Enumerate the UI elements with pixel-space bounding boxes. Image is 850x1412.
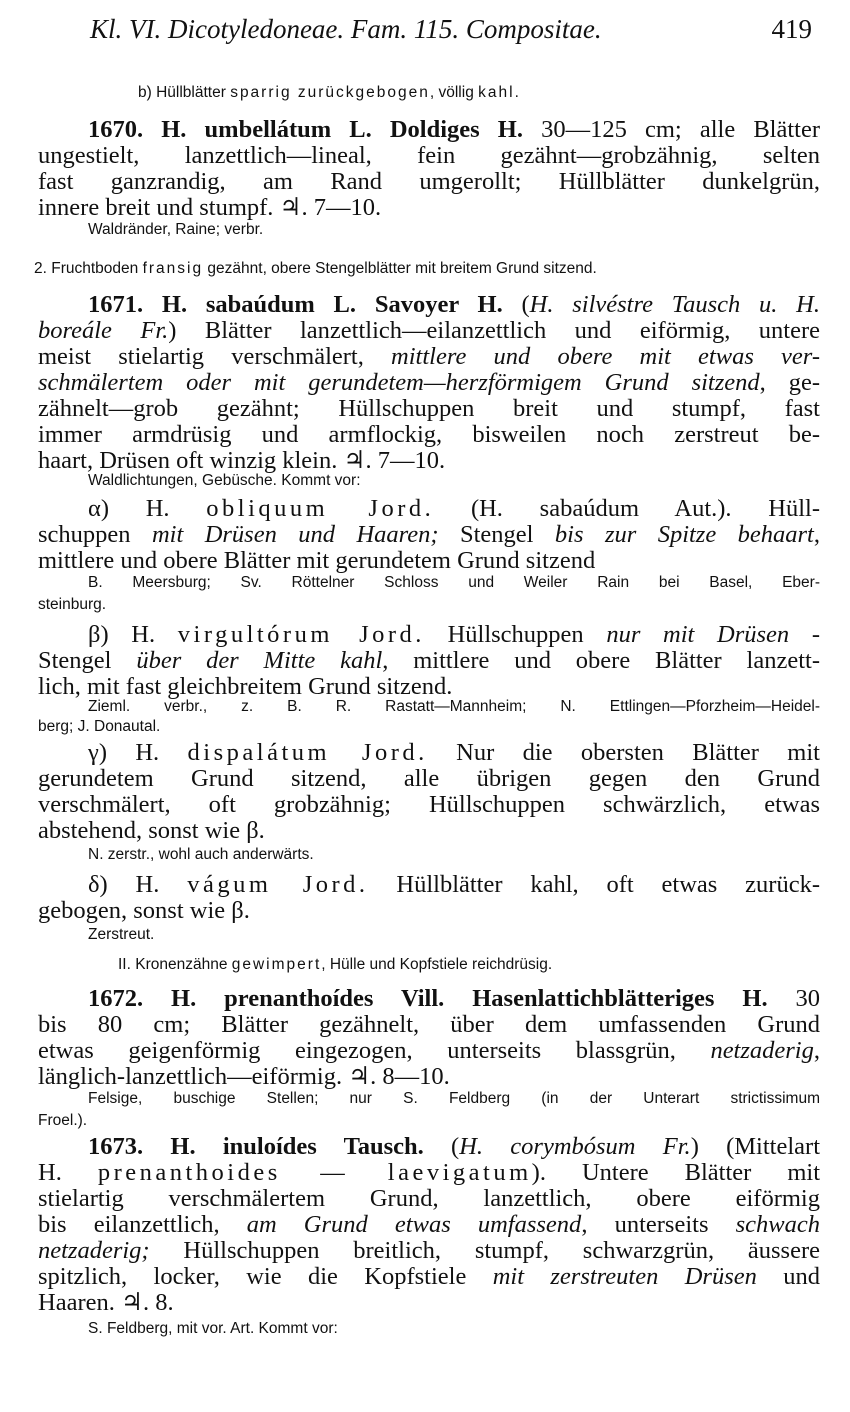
text-run: (H. sabaúdum Aut.). Hüll- (434, 495, 820, 522)
text-run: netzaderig; (38, 1237, 150, 1264)
text-run: bis 80 cm; Blätter gezähnelt, über dem umfassenden Grund (38, 1011, 820, 1038)
text-run: gerundetem Grund sitzend, alle übrigen gegen den Grund (38, 765, 820, 792)
running-header (90, 14, 812, 50)
text-run: mittlere und obere mit etwas ver- (391, 343, 821, 370)
text-line (38, 648, 820, 674)
text-run: α) H. (88, 495, 207, 522)
text-run: B. Meersburg; Sv. Röttelner Schloss und Weiler Rain bei Basel, Eber- (88, 574, 820, 591)
text-run: nur mit Drüsen (606, 621, 790, 648)
text-run: haart, Drüsen oft winzig klein. ♃. 7—10. (38, 447, 446, 474)
text-run: ). Untere Blätter mit (531, 1159, 821, 1186)
text-run: Froel.). (38, 1112, 88, 1129)
text-line (88, 496, 820, 522)
text-line (38, 1290, 820, 1316)
text-run: Hüllblätter kahl, oft etwas zurück- (368, 871, 820, 898)
text-line (38, 1012, 820, 1038)
text-line (38, 1112, 820, 1130)
text-run: fast ganzrandig, am Rand umgerollt; Hüllblätter dunkelgrün, (38, 168, 820, 195)
text-run: verschmälert, oft grobzähnig; Hüllschuppen schwärzlich, etwas (38, 791, 820, 818)
text-line (38, 448, 820, 474)
text-line (38, 1264, 820, 1290)
text-run: ) Blätter lanzettlich—eilanzettlich und eiförmig, untere (168, 317, 820, 344)
text-run: ) (Mittelart (690, 1133, 821, 1160)
text-line (38, 195, 820, 221)
text-run (444, 985, 472, 1012)
text-line (88, 221, 850, 239)
text-run: dispalátum Jord. (187, 739, 428, 766)
text-run: sparrig zurückgebogen (230, 84, 430, 101)
text-run: 1671. H. sabaúdum L. (88, 291, 357, 318)
text-run: , (813, 521, 820, 548)
text-line (88, 622, 820, 648)
text-line (38, 169, 820, 195)
text-run: Stengel (438, 521, 555, 548)
text-run: gezähnt, obere Stengelblätter mit breitem Grund sitzend. (203, 260, 597, 277)
text-line (38, 1212, 820, 1238)
text-line (88, 1134, 820, 1160)
text-run: Waldlichtungen, Gebüsche. Kommt vor: (88, 472, 361, 489)
text-line (88, 926, 850, 944)
text-run: Zerstreut. (88, 926, 155, 943)
text-run: Felsige, buschige Stellen; nur S. Feldberg (in der Unterart strictissimum (88, 1090, 820, 1107)
text-run: abstehend, sonst wie β. (38, 817, 265, 844)
text-run: II. Kronenzähne (118, 956, 232, 973)
text-run: über der Mitte kahl (136, 647, 383, 674)
text-run: boreále Fr. (38, 317, 169, 344)
text-run: H. silvéstre Tausch u. H. (529, 291, 820, 318)
page-number: 419 (771, 14, 812, 44)
text-run: 1672. H. prenanthoídes Vill. (88, 985, 445, 1012)
text-run: ( (502, 291, 530, 318)
text-run (356, 291, 375, 318)
text-run (372, 116, 390, 143)
text-run: Hüllschuppen (424, 621, 607, 648)
text-run: , Hülle und Kopfstiele reichdrüsig. (321, 956, 553, 973)
text-run: δ) H. (88, 871, 188, 898)
text-line (38, 143, 820, 169)
text-run: H. corymbósum Fr. (459, 1133, 691, 1160)
text-run: immer armdrüsig und armflockig, bisweilen noch zerstreut be- (38, 421, 820, 448)
text-run: , mittlere und obere Blätter lanzett- (382, 647, 820, 674)
text-run: länglich-lanzettlich—eiförmig. ♃. 8—10. (38, 1063, 450, 1090)
text-run: 30 (767, 985, 821, 1012)
text-run: virgultórum Jord. (177, 621, 425, 648)
text-line (88, 846, 850, 864)
text-run: schuppen (38, 521, 152, 548)
text-line (38, 1186, 820, 1212)
text-run: b) Hüllblätter (138, 84, 231, 101)
text-run: β) H. (88, 621, 178, 648)
text-run: . (514, 84, 519, 101)
text-run: prenanthoides — laevigatum (97, 1159, 532, 1186)
text-run: mit zerstreuten Drüsen (492, 1263, 757, 1290)
text-line (38, 522, 820, 548)
text-run: stielartig verschmälertem Grund, lanzettlich, obere eiförmig (38, 1185, 820, 1212)
text-line (138, 84, 850, 102)
text-line (38, 548, 820, 574)
text-line (38, 344, 820, 370)
text-line (38, 1064, 820, 1090)
text-run: 1673. H. inuloídes Tausch. (88, 1133, 424, 1160)
text-line (118, 956, 850, 974)
text-line (38, 818, 820, 844)
text-run: obliquum Jord. (206, 495, 435, 522)
text-run: Doldiges H. (389, 116, 523, 143)
text-run: berg; J. Donautal. (38, 718, 161, 735)
text-line (34, 260, 816, 278)
text-run: steinburg. (38, 596, 107, 613)
text-run: H. (38, 1159, 98, 1186)
text-line (88, 472, 850, 490)
text-run: fransig (142, 260, 204, 277)
text-run: spitzlich, locker, wie die Kopfstiele (38, 1263, 493, 1290)
text-line (88, 986, 820, 1012)
text-run: kahl (478, 84, 515, 101)
text-run: gewimpert (231, 956, 322, 973)
text-line (38, 1160, 820, 1186)
text-run: Haaren. ♃. 8. (38, 1289, 174, 1316)
text-run: , (813, 1037, 820, 1064)
text-line (38, 396, 820, 422)
text-run: Nur die obersten Blätter mit (427, 739, 820, 766)
text-run: zähnelt—grob gezähnt; Hüllschuppen breit und stumpf, fast (38, 395, 820, 422)
text-line (38, 718, 820, 736)
text-line (38, 766, 820, 792)
text-line (38, 792, 820, 818)
text-run: Savoyer H. (374, 291, 503, 318)
text-line (38, 422, 820, 448)
text-line (88, 872, 820, 898)
text-run: mittlere und obere Blätter mit gerundetem Grund sitzend (38, 547, 596, 574)
text-line (38, 318, 820, 344)
text-run: mit Drüsen und Haaren; (151, 521, 439, 548)
text-run: Zieml. verbr., z. B. R. Rastatt—Mannheim; N. Ettlingen—Pforzheim—Heidel- (88, 698, 820, 715)
text-line (88, 292, 820, 318)
text-line (38, 370, 820, 396)
text-run: bis eilanzettlich, (38, 1211, 247, 1238)
text-line (88, 1090, 820, 1108)
text-line (38, 1038, 820, 1064)
text-run: Hüllschuppen breitlich, stumpf, schwarzgrün, äussere (149, 1237, 820, 1264)
text-run: Waldränder, Raine; verbr. (88, 221, 264, 238)
text-run: γ) H. (88, 739, 188, 766)
text-run: vágum Jord. (187, 871, 369, 898)
text-line (88, 698, 820, 716)
text-run: Stengel (38, 647, 137, 674)
text-line (88, 574, 820, 592)
text-line (88, 740, 820, 766)
text-run: und (756, 1263, 820, 1290)
text-run: meist stielartig verschmälert, (38, 343, 392, 370)
text-run: innere breit und stumpf. ♃. 7—10. (38, 194, 382, 221)
text-run: N. zerstr., wohl auch anderwärts. (88, 846, 314, 863)
text-run: schmälertem oder mit gerundetem—herzförmigem Grund sitzend (38, 369, 760, 396)
text-line (88, 1320, 850, 1338)
text-run: am Grund etwas umfassend (246, 1211, 582, 1238)
text-run: lich, mit fast gleichbreitem Grund sitzend. (38, 673, 453, 700)
text-run: gebogen, sonst wie β. (38, 897, 250, 924)
text-line (38, 596, 820, 614)
text-line (38, 674, 820, 700)
text-run: 30—125 cm; alle Blätter (523, 116, 820, 143)
text-run: bis zur Spitze behaart (554, 521, 814, 548)
text-line (38, 898, 820, 924)
text-run: S. Feldberg, mit vor. Art. Kommt vor: (88, 1320, 338, 1337)
text-run: , völlig (429, 84, 479, 101)
text-run: etwas geigenförmig eingezogen, unterseits blassgrün, (38, 1037, 711, 1064)
text-run: - (789, 621, 820, 648)
text-run: 1670. H. umbellátum L. (88, 116, 372, 143)
text-run: , ge- (759, 369, 820, 396)
text-line (38, 1238, 820, 1264)
text-run: ungestielt, lanzettlich—lineal, fein gezähnt—grobzähnig, selten (38, 142, 820, 169)
text-line (88, 117, 820, 143)
text-run: netzaderig (710, 1037, 814, 1064)
text-run: schwach (735, 1211, 820, 1238)
text-run: , unterseits (581, 1211, 736, 1238)
running-title: Kl. VI. Dicotyledoneae. Fam. 115. Compositae. (90, 14, 602, 44)
text-run: ( (423, 1133, 460, 1160)
text-run: 2. Fruchtboden (34, 260, 143, 277)
text-run: Hasenlattichblätteriges H. (472, 985, 768, 1012)
